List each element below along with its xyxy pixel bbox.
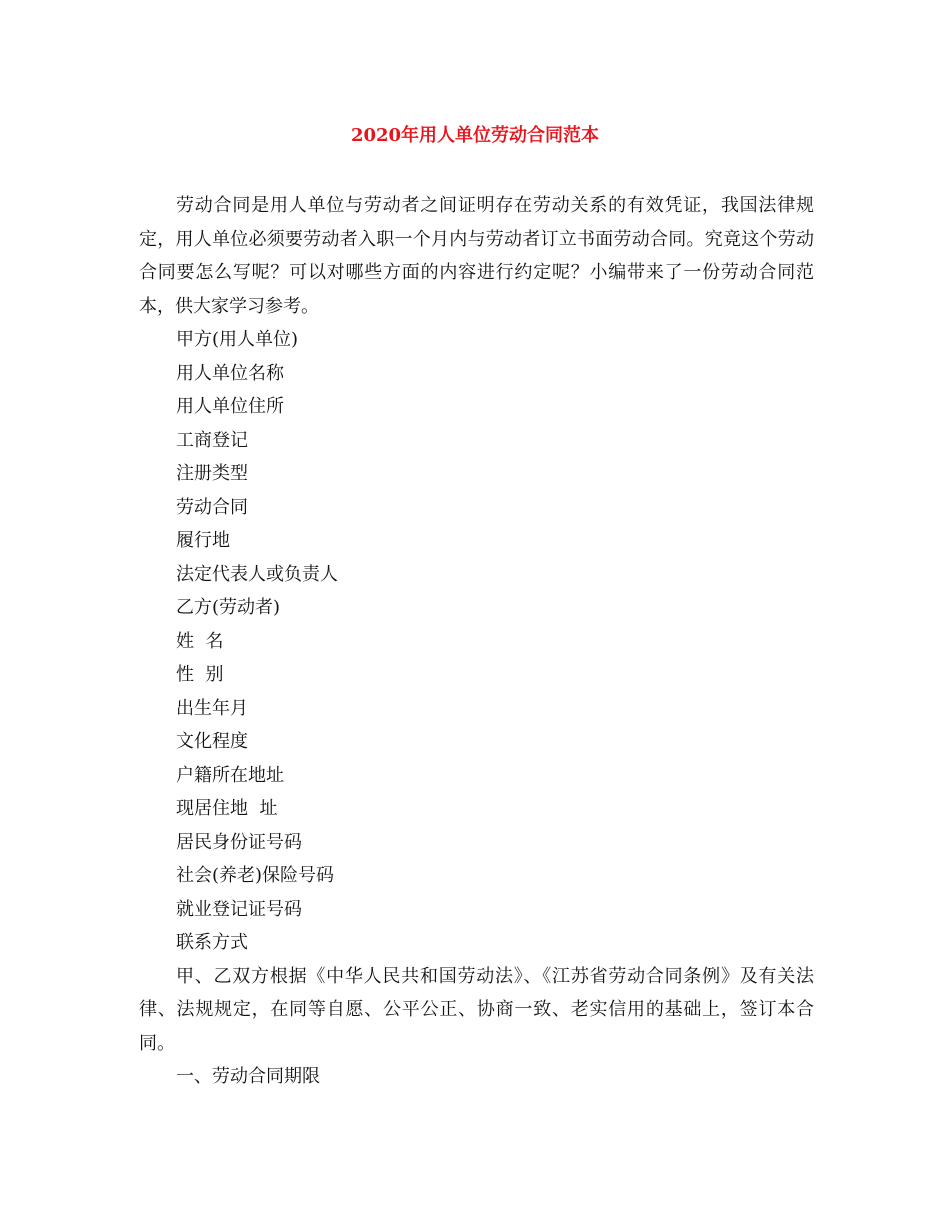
field-education: 文化程度 <box>176 731 248 752</box>
field-contact: 联系方式 <box>176 932 248 953</box>
intro-paragraph: 劳动合同是用人单位与劳动者之间证明存在劳动关系的有效凭证，我国法律规定，用人单位必须要劳动者入职一个月内与劳动者订立书面劳动合同。究竟这个劳动合同要怎么写呢？可以对哪些方面的内容进行约定呢？小编带来了一份劳动合同范本，供大家学习参考。 <box>139 195 814 317</box>
field-registration-type: 注册类型 <box>176 463 248 484</box>
field-labor-contract: 劳动合同 <box>176 496 248 518</box>
field-legal-representative: 法定代表人或负责人 <box>176 563 338 585</box>
field-social-insurance-number: 社会(养老)保险号码 <box>176 865 335 886</box>
field-party-a: 甲方(用人单位) <box>176 329 299 350</box>
field-birth-date: 出生年月 <box>176 697 248 719</box>
field-employment-registration-number: 就业登记证号码 <box>176 898 302 920</box>
field-employer-name: 用人单位名称 <box>176 362 284 384</box>
field-name: 姓 名 <box>176 630 224 652</box>
field-performance-place: 履行地 <box>176 530 230 551</box>
field-business-registration: 工商登记 <box>176 429 248 451</box>
field-household-address: 户籍所在地址 <box>176 764 284 786</box>
document-body <box>139 189 814 1094</box>
section-heading: 一、劳动合同期限 <box>176 1066 320 1087</box>
document-title: 2020年用人单位劳动合同范本 <box>350 125 600 146</box>
field-gender: 性 别 <box>176 664 224 685</box>
field-id-number: 居民身份证号码 <box>176 831 302 853</box>
field-employer-address: 用人单位住所 <box>176 396 284 417</box>
field-current-address: 现居住地 址 <box>176 798 278 819</box>
agreement-paragraph: 甲、乙双方根据《中华人民共和国劳动法》、《江苏省劳动合同条例》及有关法律、法规规定，在同等自愿、公平公正、协商一致、老实信用的基础上，签订本合同。 <box>139 965 814 1054</box>
field-party-b: 乙方(劳动者) <box>176 597 281 618</box>
party-fields-list <box>139 323 814 960</box>
